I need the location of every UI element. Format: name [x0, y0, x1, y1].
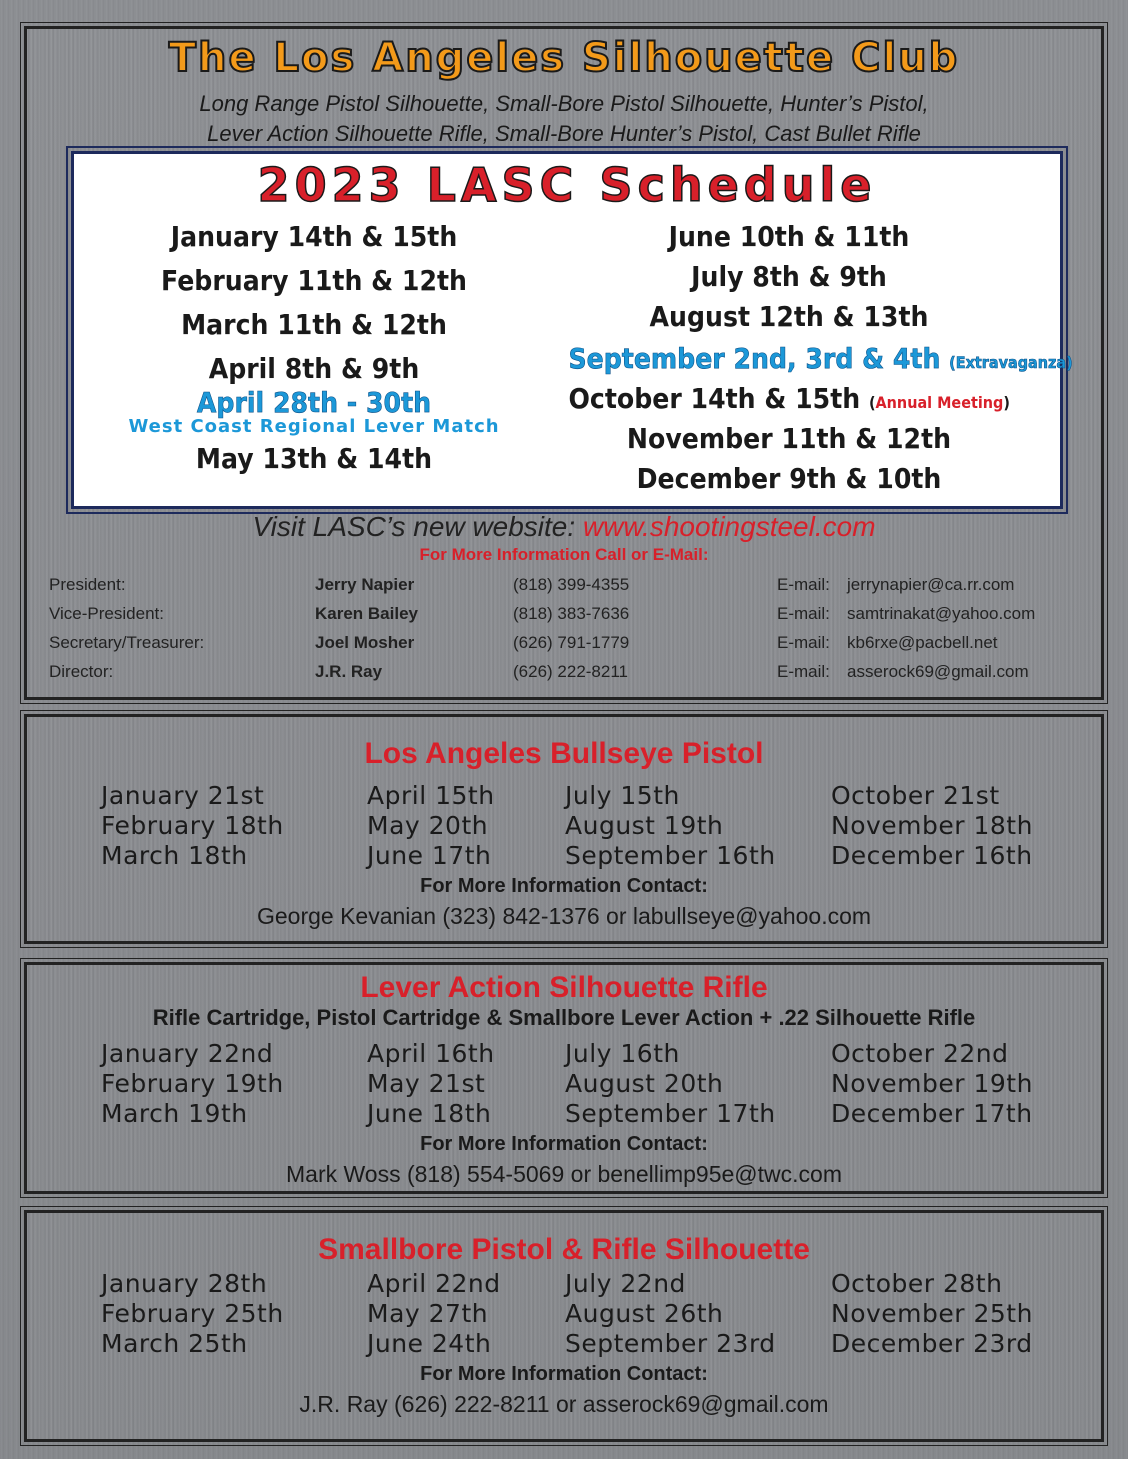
officer-phone: (818) 399-4355 [513, 575, 630, 594]
match-date: July 16th [565, 1039, 680, 1068]
officer-email-label: E-mail: [777, 575, 830, 594]
schedule-title: 2023 LASC Schedule [257, 158, 877, 212]
match-date: May 21st [367, 1069, 486, 1098]
match-date: May 20th [367, 811, 489, 840]
contact-info: Mark Woss (818) 554-5069 or benellimp95e@twc.com [286, 1161, 842, 1187]
website-label: Visit LASC’s new website: [252, 511, 576, 542]
schedule-date: May 13th & 14th [195, 442, 433, 475]
match-date: April 16th [367, 1039, 495, 1068]
match-date: August 26th [565, 1299, 724, 1328]
schedule-box [71, 151, 1073, 509]
match-date: January 28th [101, 1269, 268, 1298]
annual-meeting-note: Annual Meeting [875, 393, 1004, 412]
website-line [27, 511, 1101, 543]
bullseye-title: Los Angeles Bullseye Pistol [364, 737, 764, 770]
more-info-heading: For More Information Call or E-Mail: [419, 545, 709, 564]
officer-row [27, 604, 1101, 630]
match-date: January 21st [101, 781, 265, 810]
disciplines-line-2: Lever Action Silhouette Rifle, Small-Bore Hunter’s Pistol, Cast Bullet Rifle [207, 121, 921, 146]
officer-email[interactable]: jerrynapier@ca.rr.com [847, 575, 1015, 594]
officer-row [27, 633, 1101, 659]
schedule-date: March 11th & 12th [181, 308, 447, 341]
officer-name: Karen Bailey [315, 604, 418, 623]
officer-role: President: [49, 575, 126, 594]
match-date: June 17th [367, 841, 492, 870]
club-title: The Los Angeles Silhouette Club [168, 35, 960, 81]
officer-email[interactable]: kb6rxe@pacbell.net [847, 633, 998, 652]
match-date: August 20th [565, 1069, 724, 1098]
regional-match-note: West Coast Regional Lever Match [128, 416, 500, 437]
match-date: October 22nd [831, 1039, 1009, 1068]
match-date: March 18th [101, 841, 248, 870]
match-date: November 19th [831, 1069, 1033, 1098]
officer-phone: (818) 383-7636 [513, 604, 630, 623]
contact-heading: For More Information Contact: [420, 875, 708, 897]
extravaganza-note: (Extravaganza) [949, 353, 1073, 372]
officer-name: J.R. Ray [315, 662, 383, 681]
schedule-date: October 14th & 15th (Annual Meeting) [568, 382, 1010, 415]
lever-title: Lever Action Silhouette Rifle [360, 971, 768, 1004]
website-link[interactable]: www.shootingsteel.com [582, 511, 876, 542]
schedule-date: April 8th & 9th [208, 352, 420, 385]
contact-info: George Kevanian (323) 842-1376 or labullseye@yahoo.com [256, 903, 872, 929]
smallbore-panel [24, 1210, 1104, 1442]
match-date: December 23rd [831, 1329, 1033, 1358]
match-date: August 19th [565, 811, 724, 840]
match-date: June 18th [367, 1099, 492, 1128]
contact-heading: For More Information Contact: [420, 1133, 708, 1155]
schedule-date-highlight: April 28th - 30th [196, 386, 432, 419]
officer-phone: (626) 791-1779 [513, 633, 630, 652]
match-date: November 25th [831, 1299, 1033, 1328]
match-date: September 16th [565, 841, 776, 870]
match-date: February 18th [101, 811, 284, 840]
match-date: October 21st [831, 781, 1000, 810]
officer-email[interactable]: asserock69@gmail.com [847, 662, 1029, 681]
match-date: March 19th [101, 1099, 248, 1128]
smallbore-title: Smallbore Pistol & Rifle Silhouette [318, 1233, 810, 1266]
schedule-date: August 12th & 13th [649, 300, 929, 333]
schedule-date: November 11th & 12th [626, 422, 952, 455]
match-date: December 16th [831, 841, 1033, 870]
match-date: September 17th [565, 1099, 776, 1128]
officer-email[interactable]: samtrinakat@yahoo.com [847, 604, 1036, 623]
contact-heading: For More Information Contact: [420, 1363, 708, 1385]
lever-subtitle: Rifle Cartridge, Pistol Cartridge & Smallbore Lever Action + .22 Silhouette Rifle [152, 1005, 976, 1030]
match-date: July 15th [565, 781, 680, 810]
match-date: April 15th [367, 781, 495, 810]
match-date: April 22nd [367, 1269, 501, 1298]
match-date: February 25th [101, 1299, 284, 1328]
match-date: February 19th [101, 1069, 284, 1098]
match-date: May 27th [367, 1299, 489, 1328]
extravaganza-date: September 2nd, 3rd & 4th [568, 342, 941, 375]
match-date: June 24th [367, 1329, 492, 1358]
officer-email-label: E-mail: [777, 662, 830, 681]
officer-phone: (626) 222-8211 [513, 662, 628, 681]
match-date: September 23rd [565, 1329, 776, 1358]
match-date: December 17th [831, 1099, 1033, 1128]
lever-action-panel [24, 962, 1104, 1194]
club-schedule-panel [24, 26, 1104, 700]
schedule-date: February 11th & 12th [161, 264, 467, 297]
officer-role: Director: [49, 662, 114, 681]
match-date: October 28th [831, 1269, 1003, 1298]
match-date: January 22nd [101, 1039, 274, 1068]
officer-role: Secretary/Treasurer: [49, 633, 205, 652]
officer-name: Jerry Napier [315, 575, 415, 594]
october-date: October 14th & 15th [568, 382, 861, 415]
schedule-date: June 10th & 11th [668, 220, 910, 253]
bullseye-panel [24, 714, 1104, 944]
officer-row [27, 662, 1101, 688]
match-date: March 25th [101, 1329, 248, 1358]
schedule-date: July 8th & 9th [691, 260, 887, 293]
officer-email-label: E-mail: [777, 604, 830, 623]
schedule-date-highlight [568, 342, 1073, 375]
schedule-date: December 9th & 10th [636, 462, 942, 495]
match-date: July 22nd [565, 1269, 686, 1298]
officer-email-label: E-mail: [777, 633, 830, 652]
contact-info: J.R. Ray (626) 222-8211 or asserock69@gmail.com [299, 1391, 829, 1417]
match-date: November 18th [831, 811, 1033, 840]
officer-role: Vice-President: [49, 604, 164, 623]
officer-name: Joel Mosher [315, 633, 415, 652]
officer-row [27, 575, 1101, 601]
disciplines-line-1: Long Range Pistol Silhouette, Small-Bore Pistol Silhouette, Hunter’s Pistol, [199, 91, 929, 116]
schedule-date: January 14th & 15th [170, 220, 458, 253]
